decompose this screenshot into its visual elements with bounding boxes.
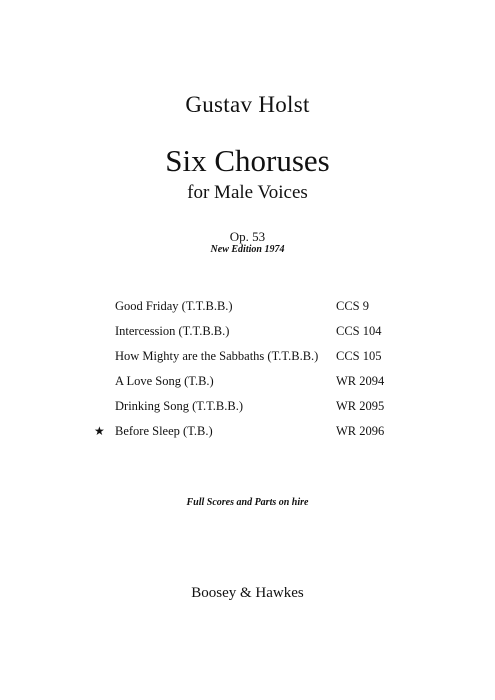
catalogue-code: WR 2094	[336, 374, 385, 388]
catalogue-code: CCS 104	[336, 324, 382, 338]
list-item	[94, 373, 394, 398]
catalogue-code: CCS 9	[336, 299, 370, 313]
hire-note: Full Scores and Parts on hire	[186, 497, 309, 508]
list-item	[94, 298, 394, 323]
contents-list	[94, 298, 394, 448]
catalogue-code: WR 2096	[336, 424, 385, 438]
list-item	[94, 323, 394, 348]
composer-name: Gustav Holst	[185, 92, 310, 117]
star-icon: ★	[94, 424, 105, 438]
publisher-name: Boosey & Hawkes	[191, 585, 304, 601]
catalogue-code: CCS 105	[336, 349, 382, 363]
catalogue-code: WR 2095	[336, 399, 385, 413]
list-item	[94, 348, 394, 373]
piece-title: How Mighty are the Sabbaths (T.T.B.B.)	[115, 349, 319, 363]
list-item	[94, 423, 394, 448]
page-subtitle: for Male Voices	[187, 182, 308, 203]
piece-title: Before Sleep (T.B.)	[115, 424, 213, 438]
piece-title: A Love Song (T.B.)	[115, 374, 214, 388]
piece-title: Drinking Song (T.T.B.B.)	[115, 399, 244, 413]
edition-note: New Edition 1974	[210, 244, 285, 255]
piece-title: Intercession (T.T.B.B.)	[115, 324, 230, 338]
page-title: Six Choruses	[165, 143, 330, 178]
piece-title: Good Friday (T.T.B.B.)	[115, 299, 233, 313]
list-item	[94, 398, 394, 423]
opus-number: Op. 53	[229, 229, 266, 244]
